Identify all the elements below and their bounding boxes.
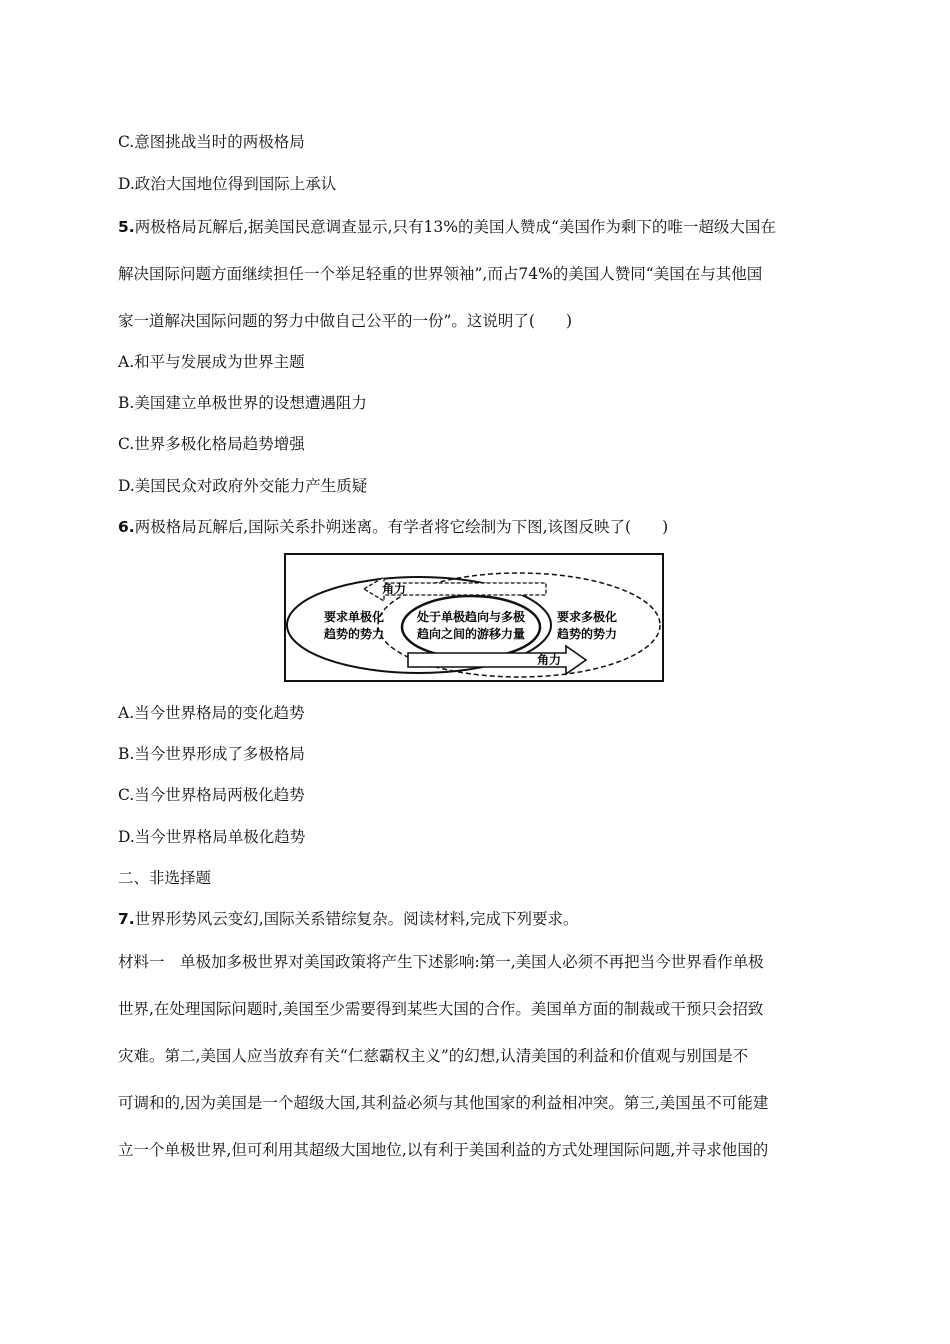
- right-label-line2: 趋势的势力: [557, 627, 618, 641]
- q7-material1-line5: 立一个单极世界,但可利用其超级大国地位,以有利于美国利益的方式处理国际问题,并寻求他国的: [118, 1141, 769, 1159]
- q5-stem-line3: 家一道解决国际问题的努力中做自己公平的一份”。这说明了( ): [118, 312, 573, 330]
- q7-material1-line3: 灾难。第二,美国人应当放弃有关“仁慈霸权主义”的幻想,认清美国的利益和价值观与别国是不: [118, 1047, 749, 1065]
- q7-stem-text: 世界形势风云变幻,国际关系错综复杂。阅读材料,完成下列要求。: [134, 910, 579, 928]
- q7-stem: [118, 909, 579, 929]
- bottom-arrow-label: 角力: [537, 653, 562, 667]
- center-label-line2: 趋向之间的游移力量: [416, 627, 526, 641]
- q5-stem-text-1: 两极格局瓦解后,据美国民意调查显示,只有13%的美国人赞成“美国作为剩下的唯一超级大国在: [134, 218, 776, 236]
- q6-option-d: D.当今世界格局单极化趋势: [118, 828, 306, 846]
- q6-diagram: [284, 553, 664, 682]
- q4-option-c: C.意图挑战当时的两极格局: [118, 133, 305, 151]
- q7-material1-line1: 材料一 单极加多极世界对美国政策将产生下述影响:第一,美国人必须不再把当今世界看作单极: [118, 953, 764, 971]
- q5-stem-line2: 解决国际问题方面继续担任一个举足轻重的世界领袖”,而占74%的美国人赞同“美国在与其他国: [118, 265, 763, 283]
- q5-number: 5.: [118, 218, 135, 236]
- q6-number: 6.: [118, 518, 135, 536]
- right-label-line1: 要求多极化: [557, 610, 618, 624]
- left-label-line1: 要求单极化: [324, 610, 385, 624]
- q5-option-c: C.世界多极化格局趋势增强: [118, 435, 305, 453]
- q5-option-b: B.美国建立单极世界的设想遭遇阻力: [118, 394, 367, 412]
- center-label-line1: 处于单极趋向与多极: [416, 610, 526, 624]
- q4-option-d: D.政治大国地位得到国际上承认: [118, 175, 337, 193]
- left-label-line2: 趋势的势力: [324, 627, 385, 641]
- q6-diagram-svg: [284, 553, 664, 682]
- q7-material1-line4: 可调和的,因为美国是一个超级大国,其利益必须与其他国家的利益相冲突。第三,美国虽不可能建: [118, 1094, 769, 1112]
- q6-option-c: C.当今世界格局两极化趋势: [118, 786, 305, 804]
- q6-option-b: B.当今世界形成了多极格局: [118, 745, 305, 763]
- q6-option-a: A.当今世界格局的变化趋势: [118, 704, 305, 722]
- q5-option-a: A.和平与发展成为世界主题: [118, 353, 305, 371]
- q6-stem-text: 两极格局瓦解后,国际关系扑朔迷离。有学者将它绘制为下图,该图反映了( ): [134, 518, 669, 536]
- q7-number: 7.: [118, 910, 135, 928]
- top-arrow-label: 角力: [382, 582, 407, 596]
- q6-stem: [118, 517, 668, 537]
- q7-material1-line2: 世界,在处理国际问题时,美国至少需要得到某些大国的合作。美国单方面的制裁或干预只会招致: [118, 1000, 764, 1018]
- q5-option-d: D.美国民众对政府外交能力产生质疑: [118, 477, 368, 495]
- q5-stem-line1: [118, 215, 836, 237]
- section2-heading: 二、非选择题: [118, 869, 212, 887]
